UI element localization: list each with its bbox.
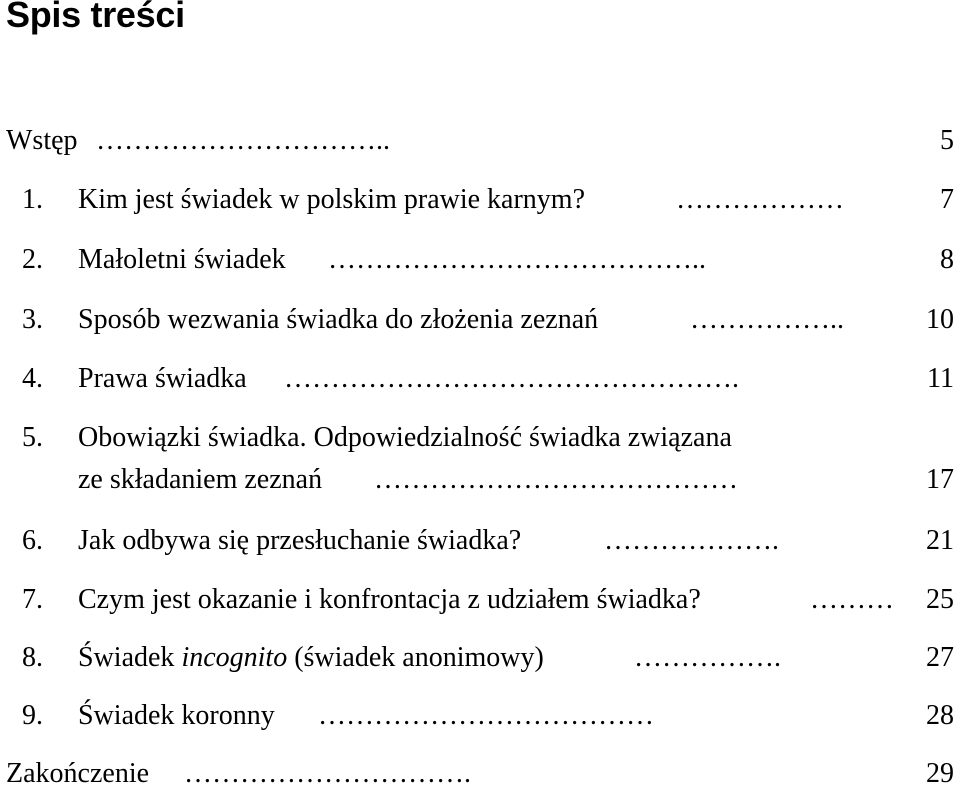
toc-number: 2. xyxy=(22,244,43,275)
toc-title-continuation: ze składaniem zeznań xyxy=(78,464,323,495)
toc-number: 4. xyxy=(22,363,43,394)
toc-leader: ………………………….. xyxy=(96,125,390,156)
toc-number: 1. xyxy=(22,184,43,215)
toc-title: Małoletni świadek xyxy=(78,244,286,275)
toc-entry-1 xyxy=(0,180,960,220)
toc-title: Czym jest okazanie i konfrontacja z udziałem świadka? xyxy=(78,584,701,615)
toc-title: Świadek koronny xyxy=(78,700,275,731)
toc-entry-4 xyxy=(0,359,960,399)
toc-entry-3 xyxy=(0,300,960,340)
toc-entry-conclusion xyxy=(0,754,960,794)
toc-title-italic: incognito xyxy=(181,642,288,673)
toc-number: 3. xyxy=(22,304,43,335)
toc-entry-2 xyxy=(0,240,960,280)
toc-title: Zakończenie xyxy=(6,758,150,789)
toc-leader: …………….. xyxy=(690,304,844,335)
toc-title xyxy=(78,638,544,678)
toc-leader: ………………. xyxy=(604,525,779,556)
toc-entry-7 xyxy=(0,580,960,620)
toc-page-number: 8 xyxy=(940,244,954,275)
toc-page-number: 28 xyxy=(926,700,954,731)
toc-entry-6 xyxy=(0,521,960,561)
toc-entry-5-continued xyxy=(0,460,960,500)
toc-leader: ………………………………… xyxy=(374,464,738,495)
toc-title: Kim jest świadek w polskim prawie karnym? xyxy=(78,184,586,215)
toc-page-number: 27 xyxy=(926,642,954,673)
toc-title-part: (świadek anonimowy) xyxy=(287,642,544,673)
toc-page-number: 5 xyxy=(940,125,954,156)
toc-number: 7. xyxy=(22,584,43,615)
toc-number: 6. xyxy=(22,525,43,556)
toc-entry-8 xyxy=(0,638,960,678)
toc-page-number: 25 xyxy=(926,584,954,615)
toc-leader: ……………………………… xyxy=(318,700,654,731)
toc-leader: ……………. xyxy=(634,642,781,673)
toc-title: Prawa świadka xyxy=(78,363,247,394)
toc-leader: ……… xyxy=(810,584,894,615)
toc-number: 5. xyxy=(22,422,43,453)
toc-leader: ……………… xyxy=(676,184,844,215)
toc-entry-9 xyxy=(0,696,960,736)
toc-page-number: 7 xyxy=(940,184,954,215)
toc-title-part: Świadek xyxy=(78,642,182,673)
toc-page-number: 10 xyxy=(926,304,954,335)
toc-entry-introduction xyxy=(0,121,960,161)
toc-page-number: 17 xyxy=(926,464,954,495)
toc-leader: …………………………. xyxy=(184,758,471,789)
toc-number: 8. xyxy=(22,642,43,673)
page-title: Spis treści xyxy=(6,0,185,35)
toc-page-number: 11 xyxy=(927,363,954,394)
toc-title: Obowiązki świadka. Odpowiedzialność świadka związana xyxy=(78,422,732,453)
toc-number: 9. xyxy=(22,700,43,731)
toc-title: Jak odbywa się przesłuchanie świadka? xyxy=(78,525,522,556)
toc-leader: …………………………………………. xyxy=(284,363,739,394)
toc-page-number: 29 xyxy=(926,758,954,789)
toc-title: Wstęp xyxy=(6,125,78,156)
toc-page-number: 21 xyxy=(926,525,954,556)
toc-leader: ………………………………….. xyxy=(328,244,706,275)
toc-entry-5 xyxy=(0,418,960,458)
toc-title: Sposób wezwania świadka do złożenia zeznań xyxy=(78,304,599,335)
